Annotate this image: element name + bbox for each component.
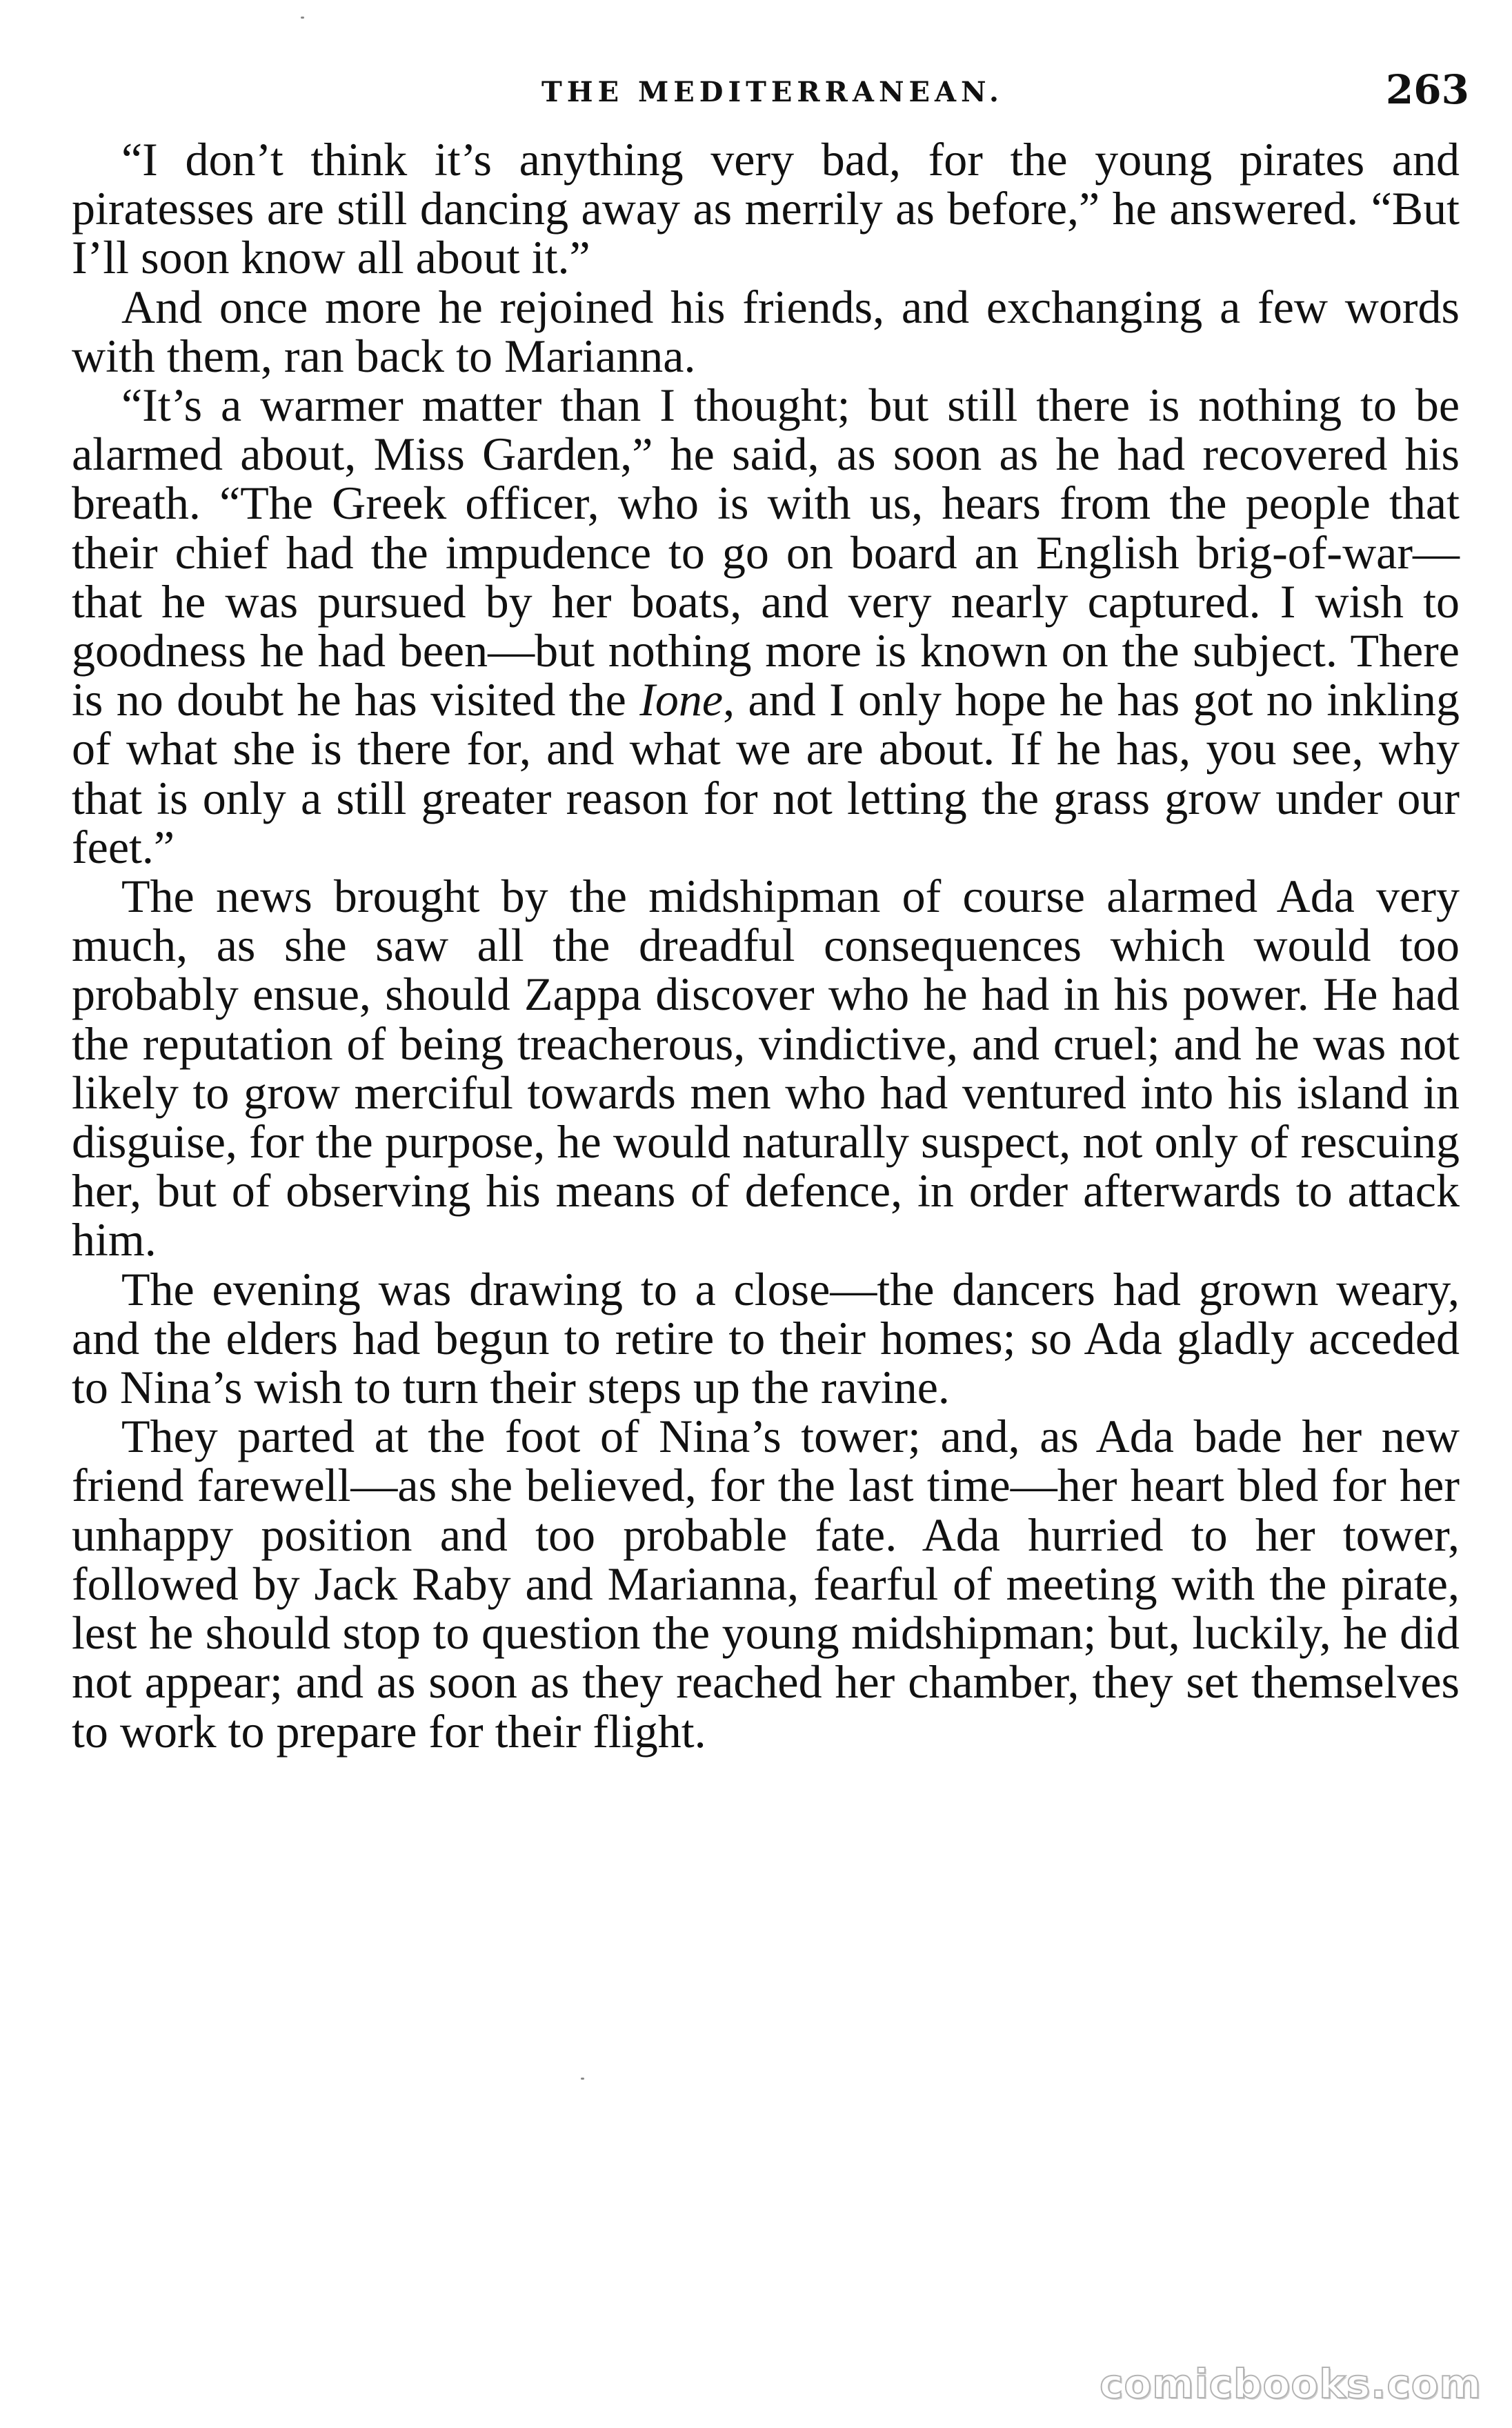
paragraph-text: They parted at the foot of Nina’s tower; and, as Ada bade her new friend farewell—as she believed, for the last time—her heart bled for her unhappy position and too probable fate. Ada hurried to her tower, followed by Jack Raby and Marianna, fearful of meeting with the pirate, lest he should stop to question the young midshipman; but, luckily, he did not appear; and as soon as they reached her chamber, they set themselves to work to prepare for their flight. (72, 1410, 1460, 1758)
paragraph-3 (72, 381, 1460, 872)
running-title: THE MEDITERRANEAN. (541, 76, 1004, 108)
running-header (76, 63, 1469, 119)
paragraph-4 (72, 872, 1460, 1265)
watermark-logo: comicbooks.com (1100, 2360, 1482, 2407)
ship-name-italic: Ione (639, 673, 724, 726)
paragraph-2 (72, 280, 1460, 382)
paragraph-6 (72, 1410, 1460, 1758)
paragraph-text: “I don’t think it’s anything very bad, for the young pirates and piratesses are still dancing away as merrily as before,” he answered. “But I’ll soon know all about it.” (72, 133, 1460, 284)
paragraph-text: And once more he rejoined his friends, and exchanging a few words with them, ran back to Marianna. (72, 280, 1460, 382)
paragraph-1 (72, 135, 1460, 283)
paragraph-text: , and I only hope he has got no inkling of what she is there for, and what we are about. If he has, you see, why that is only a still greater reason for not letting the grass grow under our feet.” (72, 673, 1460, 873)
body-text (72, 135, 1460, 1756)
paragraph-text: “It’s a warmer matter than I thought; but still there is nothing to be alarmed about, Miss Garden,” he said, as soon as he had recovered his breath. “The Greek officer, who is with us, hears from the people that their chief had the impudence to go on board an English brig-of-war—that he was pursued by her boats, and very nearly captured. I wish to goodness he had been—but nothing more is known on the subject. There is no doubt he has visited the (72, 379, 1460, 726)
paragraph-5 (72, 1262, 1460, 1414)
stray-ink-mark (581, 2078, 584, 2080)
paragraph-text: The news brought by the midshipman of course alarmed Ada very much, as she saw all the dreadful consequences which would too probably ensue, should Zappa discover who he had in his power. He had the reputation of being treacherous, vindictive, and cruel; and he was not likely to grow merciful towards men who had ventured into his island in disguise, for the purpose, he would naturally suspect, not only of rescuing her, but of observing his means of defence, in order afterwards to attack him. (72, 870, 1460, 1266)
stray-ink-mark (301, 17, 304, 19)
page-number: 263 (1385, 66, 1469, 113)
paragraph-text: The evening was drawing to a close—the dancers had grown weary, and the elders had begun to retire to their homes; so Ada gladly acceded to Nina’s wish to turn their steps up the ravine. (72, 1262, 1460, 1414)
